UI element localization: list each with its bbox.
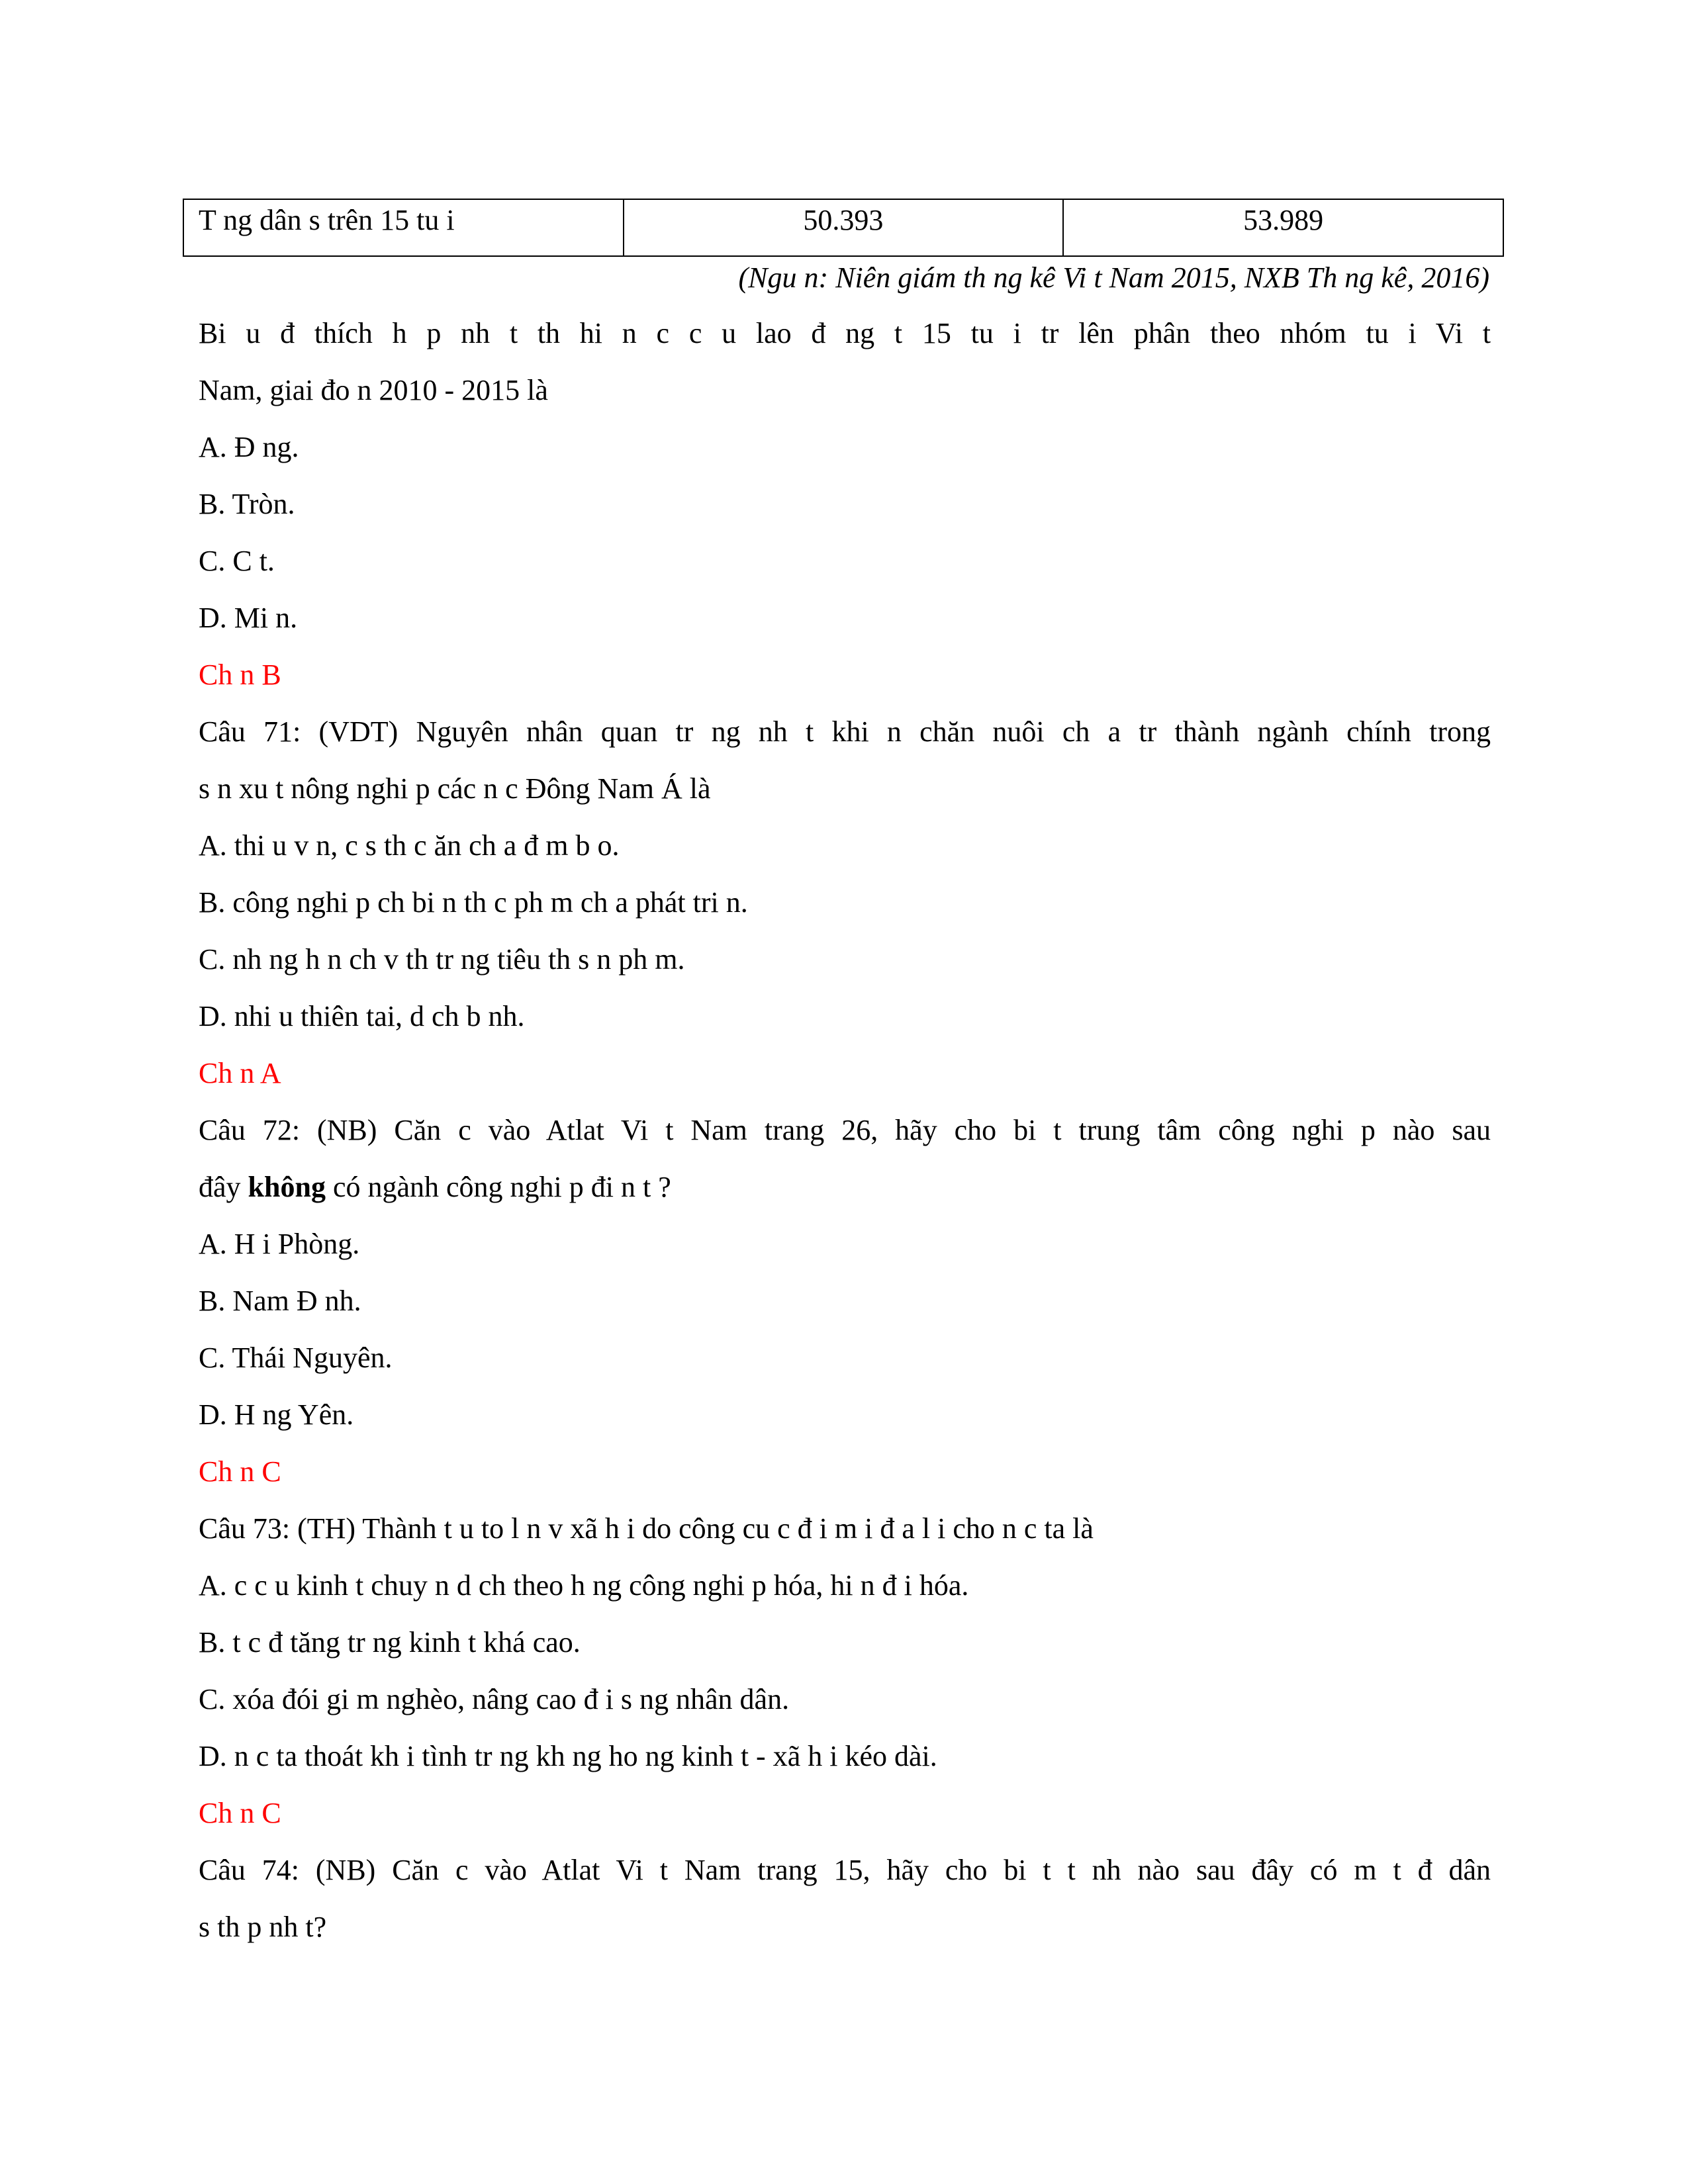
q70-stem-line2: Nam, giai đo n 2010 - 2015 là [199, 374, 548, 406]
q72-option-d: D. H ng Yên. [199, 1398, 354, 1431]
q71-option-c: C. nh ng h n ch v th tr ng tiêu th s n ph m. [199, 943, 685, 976]
q70-answer: Ch n B [199, 659, 281, 691]
q70-option-a: A. Đ ng. [199, 431, 299, 463]
q72-option-c: C. Thái Nguyên. [199, 1342, 393, 1374]
table-value-2010: 50.393 [624, 199, 1064, 256]
q70-option-b: B. Tròn. [199, 488, 295, 520]
q73-answer: Ch n C [199, 1797, 281, 1829]
q70-stem-line1: Bi u đ thích h p nh t th hi n c c u lao đ ng t 15 tu i tr lên phân theo nhóm tu i Vi t [199, 317, 1491, 349]
q72-stem-line2-pre: đây [199, 1171, 248, 1203]
q73-option-b: B. t c đ tăng tr ng kinh t khá cao. [199, 1626, 581, 1659]
q73-stem-line1: Câu 73: (TH) Thành t u to l n v xã h i do công cu c đ i m i đ a l i cho n c ta là [199, 1512, 1094, 1545]
table-row-label: T ng dân s trên 15 tu i [183, 199, 624, 256]
q71-stem-line2: s n xu t nông nghi p các n c Đông Nam Á là [199, 772, 711, 805]
q71-answer: Ch n A [199, 1057, 281, 1089]
q70-option-c: C. C t. [199, 545, 275, 577]
q73-option-a: A. c c u kinh t chuy n d ch theo h ng công nghi p hóa, hi n đ i hóa. [199, 1569, 969, 1602]
table-row [183, 199, 1503, 256]
q71-option-a: A. thi u v n, c s th c ăn ch a đ m b o. [199, 829, 620, 862]
q72-option-b: B. Nam Đ nh. [199, 1285, 361, 1317]
q72-stem-line2-post: có ngành công nghi p đi n t ? [325, 1171, 671, 1203]
q72-stem-bold-word: không [248, 1171, 326, 1203]
table-source-note: (Ngu n: Niên giám th ng kê Vi t Nam 2015, NXB Th ng kê, 2016) [738, 261, 1489, 294]
q72-option-a: A. H i Phòng. [199, 1228, 360, 1260]
q73-option-d: D. n c ta thoát kh i tình tr ng kh ng ho ng kinh t - xã h i kéo dài. [199, 1740, 937, 1772]
q74-stem-line1: Câu 74: (NB) Căn c vào Atlat Vi t Nam trang 15, hãy cho bi t t nh nào sau đây có m t đ dân [199, 1854, 1491, 1886]
q73-option-c: C. xóa đói gi m nghèo, nâng cao đ i s ng nhân dân. [199, 1683, 790, 1715]
q74-stem-line2: s th p nh t? [199, 1911, 327, 1943]
q72-stem-line1: Câu 72: (NB) Căn c vào Atlat Vi t Nam trang 26, hãy cho bi t trung tâm công nghi p nào sau [199, 1114, 1491, 1146]
q71-option-d: D. nhi u thiên tai, d ch b nh. [199, 1000, 525, 1032]
q71-option-b: B. công nghi p ch bi n th c ph m ch a phát tri n. [199, 886, 748, 919]
table-value-2015: 53.989 [1063, 199, 1503, 256]
q72-answer: Ch n C [199, 1455, 281, 1488]
population-table [183, 199, 1504, 257]
q71-stem-line1: Câu 71: (VDT) Nguyên nhân quan tr ng nh t khi n chăn nuôi ch a tr thành ngành chính trong [199, 715, 1491, 748]
q70-option-d: D. Mi n. [199, 602, 298, 634]
q72-stem-line2 [199, 1167, 671, 1207]
